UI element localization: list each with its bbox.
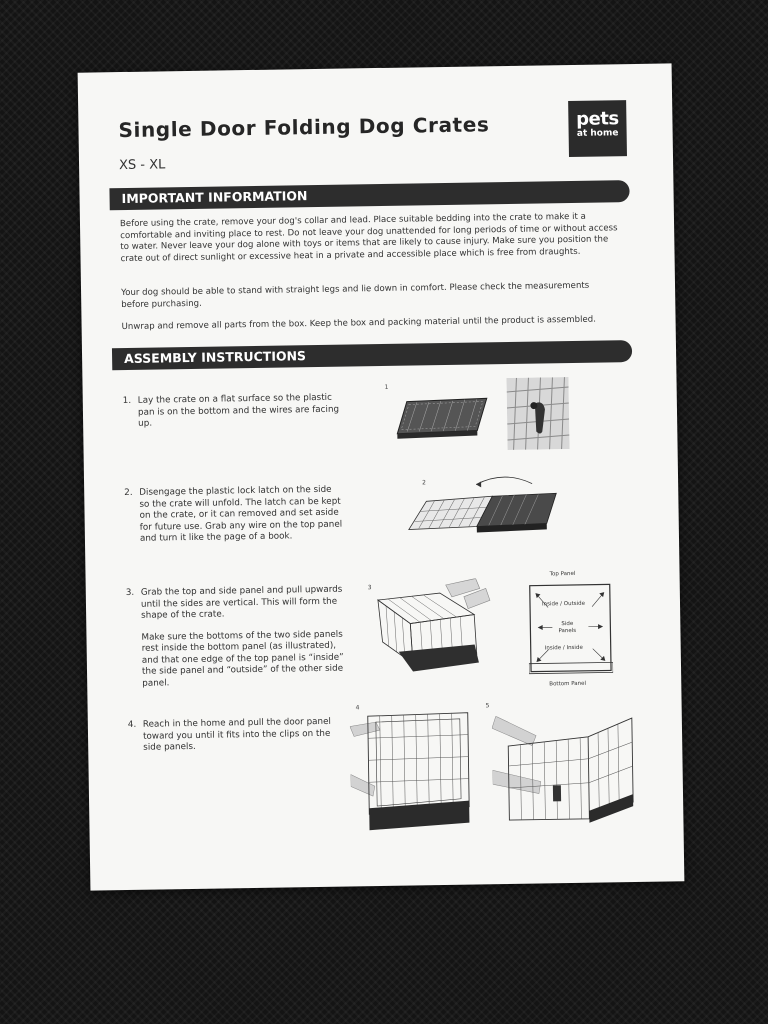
important-paragraph-1: Before using the crate, remove your dog's collar and lead. Place suitable bedding into the crate to make it a comfortable and inviting place to rest. Do not leave your dog unattended for long periods of time or without access to water. Never leave your dog alone with toys or items that are likely to cause injury. Make sure you position the crate out of direct sunlight or excessive heat in a private and accessible place which is free from draughts. — [119, 211, 618, 264]
important-paragraph-3: Unwrap and remove all parts from the box. Keep the box and packing material until the product is assembled. — [121, 314, 597, 333]
diagram-bottom-panel-label: Bottom Panel — [549, 680, 587, 688]
assembly-instructions-heading: ASSEMBLY INSTRUCTIONS — [112, 340, 632, 370]
latch-detail-illustration — [506, 377, 569, 450]
pets-at-home-logo — [568, 100, 627, 157]
important-information-heading: IMPORTANT INFORMATION — [109, 180, 629, 210]
figure-number: 5 — [485, 702, 490, 710]
document-title: Single Door Folding Dog Crates — [118, 112, 490, 143]
unfolding-crate-illustration — [406, 469, 565, 541]
figure-number: 2 — [422, 479, 426, 487]
step-1 — [123, 393, 344, 431]
figure-number: 1 — [384, 383, 389, 391]
step-text: Reach in the home and pull the door panel toward you until it fits into the clips on the side panels. — [142, 716, 332, 753]
step-3 — [126, 585, 348, 690]
panel-orientation-diagram — [520, 570, 622, 694]
step-note: Make sure the bottoms of the two side panels rest inside the bottom panel (as illustrated), and that one edge of the top panel is “inside” the side panel and “outside” of the other side panel. — [141, 629, 344, 689]
step-4 — [128, 717, 349, 755]
size-range: XS - XL — [118, 157, 166, 174]
folded-crate-illustration — [395, 392, 492, 444]
step-text: Lay the crate on a flat surface so the plastic pan is on the bottom and the wires are facing up. — [137, 392, 340, 429]
logo-line-2: at home — [576, 128, 619, 139]
step-number: 4. — [127, 719, 137, 731]
step-text: Disengage the plastic lock latch on the side so the crate will unfold. The latch can be kept on the crate, or it can removed and set aside for future use. Grab any wire on the top panel and turn it like the page of a book. — [139, 484, 343, 544]
step-2 — [124, 485, 345, 546]
figure-number: 3 — [367, 584, 372, 592]
diagram-inside-outside-label: Inside / Outside — [541, 600, 586, 608]
step-number: 1. — [122, 395, 132, 407]
diagram-top-panel-label: Top Panel — [549, 570, 576, 578]
finished-crate-illustration — [492, 714, 636, 828]
diagram-side-label: Side — [561, 620, 574, 628]
figure-number: 4 — [355, 704, 360, 712]
step-number: 2. — [124, 487, 133, 499]
raising-sides-illustration — [376, 578, 493, 674]
logo-line-1: pets — [576, 108, 619, 130]
door-panel-illustration — [350, 711, 474, 841]
instruction-sheet — [78, 63, 685, 890]
important-paragraph-2: Your dog should be able to stand with straight legs and lie down in comfort. Please check the measurements before purchasing. — [121, 280, 590, 310]
diagram-inside-inside-label: Inside / Inside — [544, 644, 583, 652]
diagram-panels-label: Panels — [558, 627, 577, 635]
step-number: 3. — [125, 587, 135, 599]
step-text: Grab the top and side panel and pull upwards until the sides are vertical. This will form the shape of the crate. — [140, 584, 343, 621]
